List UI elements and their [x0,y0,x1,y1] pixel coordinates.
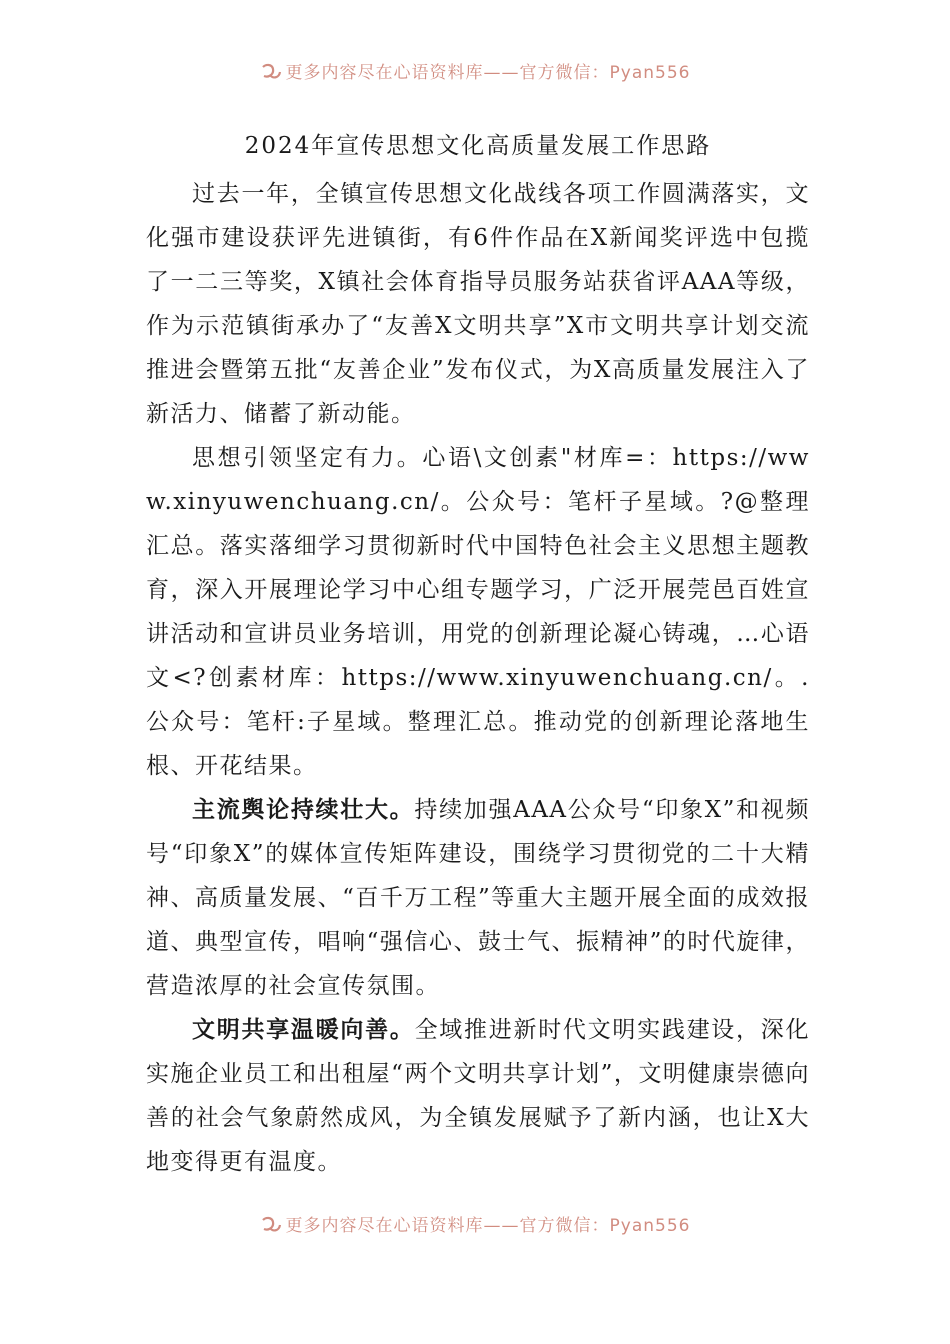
paragraph-body: 过去一年，全镇宣传思想文化战线各项工作圆满落实，文化强市建设获评先进镇街，有6件作品在X新闻奖评选中包揽了一二三等奖，X镇社会体育指导员服务站获省评AAA等级，作为示范镇街承办了“友善X文明共享”X市文明共享计划交流推进会暨第五批“友善企业”发布仪式，为X高质量发展注入了新活力、储蓄了新动能。 [146,181,810,427]
document-page [146,126,810,1184]
paragraph-ideology [146,436,810,788]
watermark-logo-icon [260,1216,282,1234]
watermark-logo-icon [260,63,282,81]
paragraph-body: 思想引领坚定有力。心语\文创素"材库=：https://www.xinyuwenchuang.cn/。公众号：笔杆子星域。?@整理汇总。落实落细学习贯彻新时代中国特色社会主义思想主题教育，深入开展理论学习中心组专题学习，广泛开展莞邑百姓宣讲活动和宣讲员业务培训，用党的创新理论凝心铸魂，…心语文<?创素材库：https://www.xinyuwenchuang.cn/。.公众号：笔杆:子星域。整理汇总。推动党的创新理论落地生根、开花结果。 [146,445,810,779]
paragraph-body: 持续加强AAA公众号“印象X”和视频号“印象X”的媒体宣传矩阵建设，围绕学习贯彻党的二十大精神、高质量发展、“百千万工程”等重大主题开展全面的成效报道、典型宣传，唱响“强信心、鼓士气、振精神”的时代旋律，营造浓厚的社会宣传氛围。 [146,797,810,999]
paragraph-body: 全域推进新时代文明实践建设，深化实施企业员工和出租屋“两个文明共享计划”，文明健康崇德向善的社会气象蔚然成风，为全镇发展赋予了新内涵，也让X大地变得更有温度。 [146,1017,811,1175]
header-watermark [0,58,950,83]
header-watermark-text: 更多内容尽在心语资料库——官方微信：Pyan556 [285,63,691,83]
document-title: 2024年宣传思想文化高质量发展工作思路 [244,133,712,159]
paragraph-summary [146,172,810,436]
footer-watermark-text: 更多内容尽在心语资料库——官方微信：Pyan556 [285,1216,691,1236]
footer-watermark [0,1211,950,1236]
paragraph-civilization [146,1008,810,1184]
paragraph-public-opinion [146,788,810,1008]
paragraph-lead: 文明共享温暖向善。 [192,1016,415,1043]
paragraph-lead: 主流舆论持续壮大。 [192,796,415,823]
